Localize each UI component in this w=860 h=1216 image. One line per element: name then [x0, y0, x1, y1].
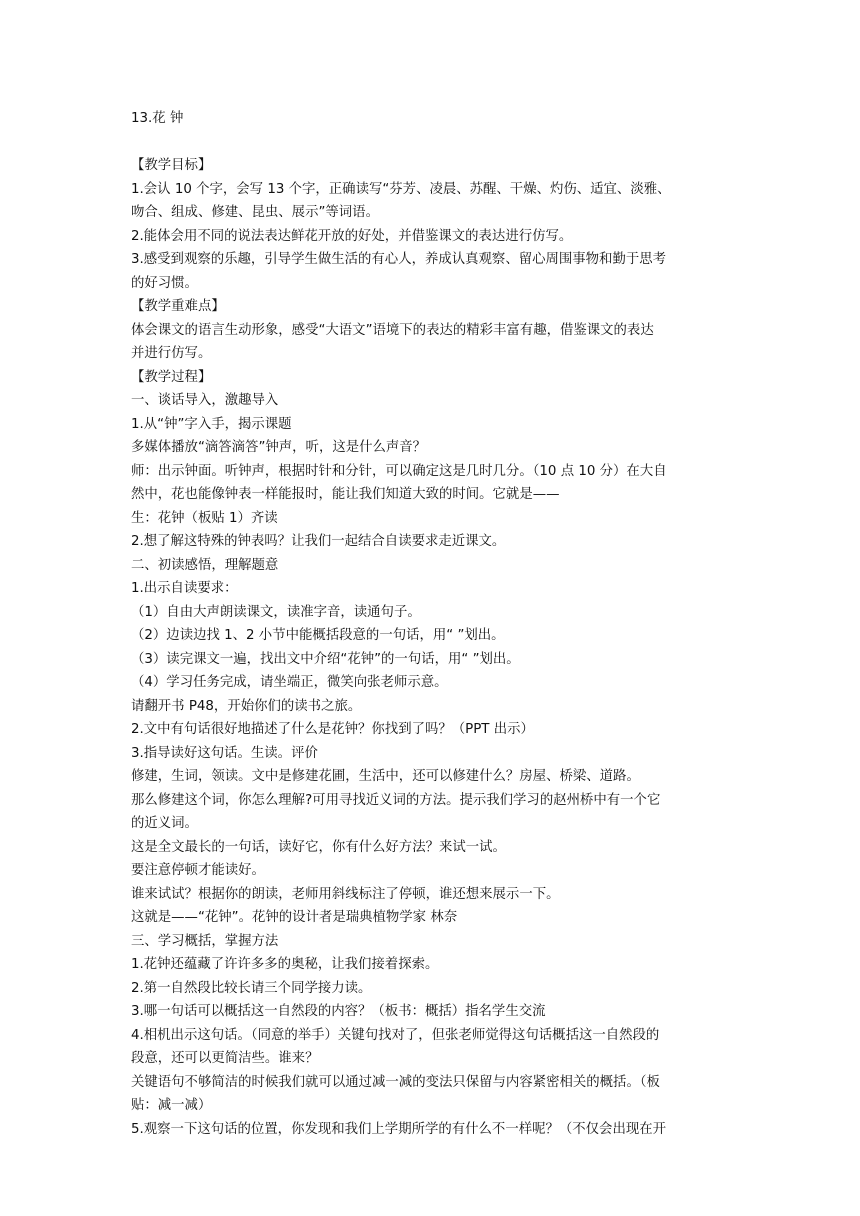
text-line: 【教学重难点】: [131, 299, 225, 314]
text-line: 2.文中有句话很好地描述了什么是花钟？你找到了吗？（PPT 出示）: [131, 722, 534, 737]
text-line: 然中，花也能像钟表一样能报时，能让我们知道大致的时间。它就是——: [131, 487, 560, 502]
text-line: 生：花钟（板贴 1）齐读: [131, 510, 278, 526]
text-line: 谁来试试？根据你的朗读，老师用斜线标注了停顿，谁还想来展示一下。: [131, 886, 560, 902]
text-line: 1.会认 10 个字，会写 13 个字，正确读写“芬芳、凌晨、苏醒、干燥、灼伤、适宜、淡雅、: [131, 181, 671, 197]
text-line: 要注意停顿才能读好。: [131, 863, 265, 878]
text-line: 2.第一自然段比较长请三个同学接力读。: [131, 980, 372, 996]
text-line: 请翻开书 P48，开始你们的读书之旅。: [131, 698, 362, 714]
text-line: 3.感受到观察的乐趣，引导学生做生活的有心人，养成认真观察、留心周围事物和勤于思考: [131, 252, 667, 267]
text-line: 2.能体会用不同的说法表达鲜花开放的好处，并借鉴课文的表达进行仿写。: [131, 228, 573, 244]
text-line: 师：出示钟面。听钟声，根据时针和分针，可以确定这是几时几分。（10 点 10 分）在大自: [131, 463, 667, 479]
text-line: 3.指导读好这句话。生读。评价: [131, 745, 318, 761]
text-line: 3.哪一句话可以概括这一自然段的内容？（板书：概括）指名学生交流: [131, 1004, 546, 1019]
text-line: 2.想了解这特殊的钟表吗？让我们一起结合自读要求走近课文。: [131, 534, 506, 549]
text-line: 并进行仿写。: [131, 346, 212, 361]
text-line: 一、谈话导入，激趣导入: [131, 393, 279, 408]
text-line: 段意，还可以更简洁些。谁来？: [131, 1051, 319, 1066]
text-line: 【教学过程】: [131, 369, 212, 385]
text-line: 多媒体播放“滴答滴答”钟声，听，这是什么声音？: [131, 440, 427, 455]
text-line: 【教学目标】: [131, 158, 212, 173]
text-line: 体会课文的语言生动形象，感受“大语文”语境下的表达的精彩丰富有趣，借鉴课文的表达: [131, 322, 654, 338]
text-line: （2）边读边找 1、2 小节中能概括段意的一句话，用“ ”划出。: [131, 628, 505, 643]
text-line: 1.花钟还蕴藏了许许多多的奥秘，让我们接着探索。: [131, 957, 439, 972]
text-line: 关键语句不够简洁的时候我们就可以通过减一减的变法只保留与内容紧密相关的概括。（板: [131, 1074, 660, 1090]
document-body: [131, 154, 733, 1141]
text-line: 贴：减一减）: [131, 1098, 212, 1113]
text-line: 4.相机出示这句话。（同意的举手）关键句找对了，但张老师觉得这句话概括这一自然段的: [131, 1027, 660, 1043]
text-line: 这是全文最长的一句话，读好它，你有什么好方法？来试一试。: [131, 839, 506, 855]
text-line: 二、初读感悟，理解题意: [131, 557, 279, 573]
text-line: 5.观察一下这句话的位置，你发现和我们上学期所学的有什么不一样呢？（不仅会出现在开: [131, 1121, 667, 1137]
document-title: 13.花 钟: [131, 111, 184, 126]
text-line: 的近义词。: [131, 816, 198, 831]
text-line: （1）自由大声朗读课文，读准字音，读通句子。: [131, 604, 421, 620]
text-line: （3）读完课文一遍，找出文中介绍“花钟”的一句话，用“ ”划出。: [131, 651, 520, 667]
text-line: 三、学习概括，掌握方法: [131, 933, 279, 949]
spacer: [131, 131, 733, 155]
text-line: 1.出示自读要求：: [131, 581, 238, 596]
text-line: 这就是——“花钟”。花钟的设计者是瑞典植物学家 林奈: [131, 910, 458, 925]
text-line: （4）学习任务完成，请坐端正，微笑向张老师示意。: [131, 675, 448, 690]
text-line: 吻合、组成、修建、昆虫、展示”等词语。: [131, 205, 379, 220]
text-line: 1.从“钟”字入手，揭示课题: [131, 416, 292, 432]
text-line: 修建，生词，领读。文中是修建花圃，生活中，还可以修建什么？房屋、桥梁、道路。: [131, 769, 640, 784]
text-line: 的好习惯。: [131, 275, 198, 291]
text-line: 那么修建这个词，你怎么理解?可用寻找近义词的方法。提示我们学习的赵州桥中有一个它: [131, 792, 661, 808]
document-page: [131, 107, 733, 1141]
